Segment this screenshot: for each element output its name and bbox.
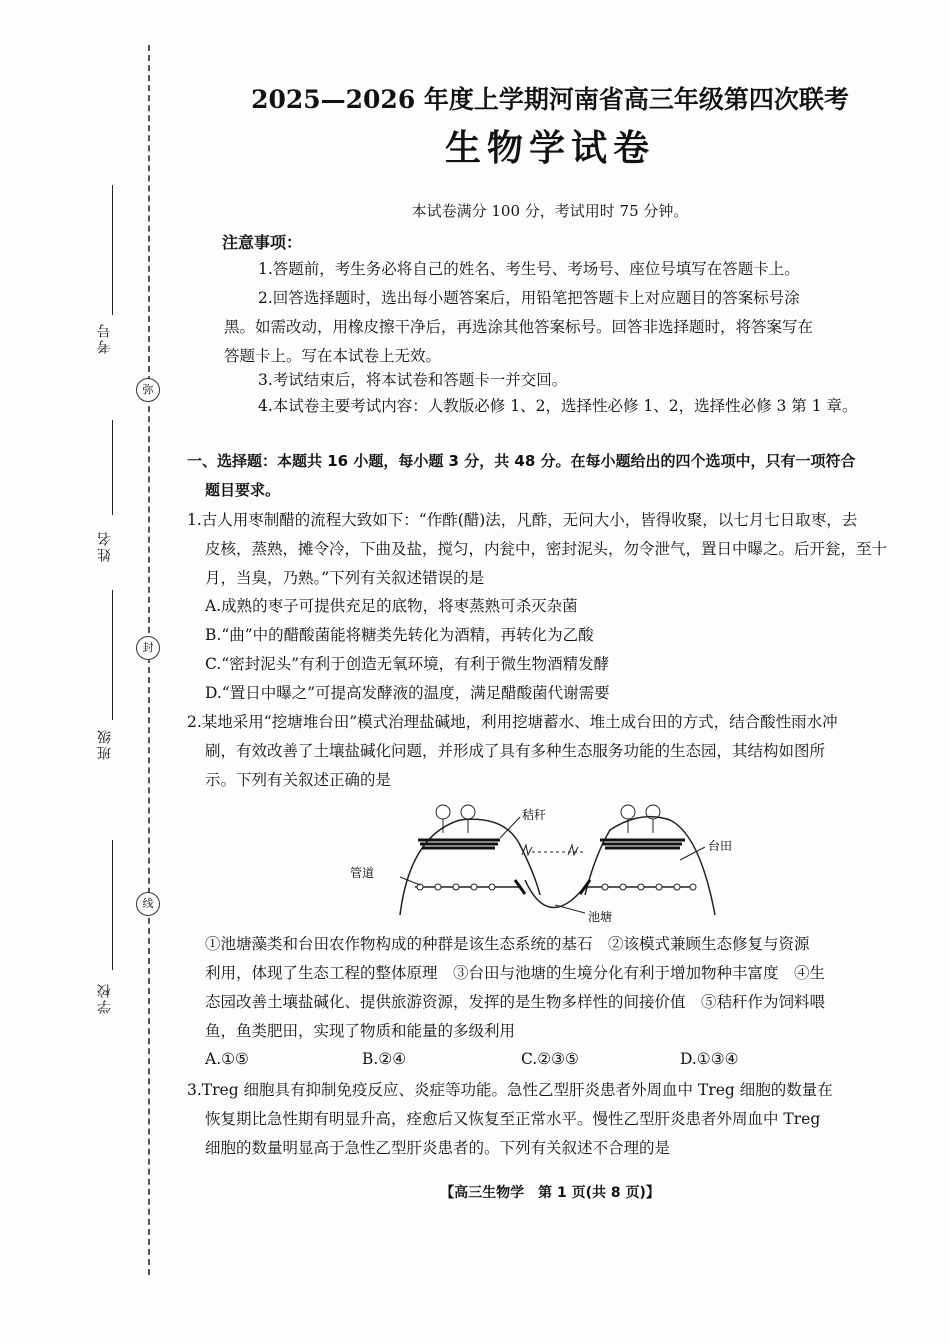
q1-stem-line3: 月，当臭，乃熟。”下列有关叙述错误的是: [205, 569, 485, 587]
q1-stem-line2: 皮核，蒸熟，摊令冷，下曲及盐，搅匀，内瓮中，密封泥头，勿令泄气，置日中曝之。后开瓮，至十: [205, 540, 888, 558]
pond-field-diagram: [340, 795, 760, 925]
right-straw-layer: [600, 840, 685, 848]
name-line: [112, 420, 113, 515]
q1-option-b: B.“曲”中的醋酸菌能将糖类先转化为酒精，再转化为乙酸: [205, 626, 594, 644]
figure-label-straw: 秸秆: [522, 808, 547, 822]
page-footer: 【高三生物学 第 1 页(共 8 页)】: [440, 1185, 660, 1201]
seal-feng: 封: [136, 636, 160, 660]
grass: [522, 845, 578, 855]
exam-title: 2025—2026 年度上学期河南省高三年级第四次联考: [251, 85, 849, 114]
notice-item-3: 3.考试结束后，将本试卷和答题卡一并交回。: [258, 371, 568, 389]
q2-stem-line1: 2.某地采用“挖塘堆台田”模式治理盐碱地，利用挖塘蓄水、堆土成台田的方式，结合酸性雨水冲: [187, 713, 838, 731]
q3-stem-line3: 细胞的数量明显高于急性乙型肝炎患者的。下列有关叙述不合理的是: [205, 1139, 671, 1157]
school-label: 学校: [97, 982, 113, 1014]
section-heading-cont: 题目要求。: [205, 481, 281, 499]
right-trees: [621, 805, 660, 833]
left-straw-layer: [418, 840, 500, 848]
notice-item-4: 4.本试卷主要考试内容：人教版必修 1、2，选择性必修 1、2，选择性必修 3 第 1 章。: [258, 397, 858, 415]
figure-label-field: 台田: [708, 839, 733, 853]
notice-item-2: 2.回答选择题时，选出每小题答案后，用铅笔把答题卡上对应题目的答案标号涂: [258, 289, 800, 307]
q1-stem-line1: 1.古人用枣制醋的流程大致如下：“作酢(醋)法，凡酢，无问大小，皆得收聚，以七月七日取枣，去: [187, 511, 858, 529]
q2-choice-b: B.②④: [362, 1050, 407, 1068]
notice-heading: 注意事项：: [222, 233, 303, 252]
q1-option-c: C.“密封泥头”有利于创造无氧环境，有利于微生物酒精发酵: [205, 655, 610, 673]
field-leader: [680, 847, 705, 860]
seal-mi: 弥: [136, 378, 160, 402]
class-label: 班级: [97, 728, 113, 760]
pond-leader: [555, 905, 585, 913]
school-line: [112, 840, 113, 970]
q2-choice-c: C.②③⑤: [521, 1050, 579, 1068]
q1-option-a: A.成熟的枣子可提供充足的底物，将枣蒸熟可杀灭杂菌: [205, 597, 578, 615]
right-field-outline: [585, 817, 715, 915]
left-field-outline: [400, 819, 540, 915]
subject-title: 生物学试卷: [444, 128, 655, 169]
figure-label-pond: 池塘: [588, 910, 613, 924]
notice-item-1: 1.答题前，考生务必将自己的姓名、考生号、考场号、座位号填写在答题卡上。: [258, 260, 800, 278]
figure-label-pipe: 管道: [350, 866, 375, 880]
straw-leader: [500, 817, 520, 838]
name-label: 姓名: [97, 530, 113, 562]
notice-item-2-end: 答题卡上。写在本试卷上无效。: [224, 347, 442, 365]
notice-item-2-cont: 黑。如需改动，用橡皮擦干净后，再选涂其他答案标号。回答非选择题时，将答案写在: [224, 318, 814, 336]
q2-choice-d: D.①③④: [680, 1050, 739, 1068]
binding-dashed-line: [148, 45, 150, 1275]
q2-stem-line2: 刷，有效改善了土壤盐碱化问题，并形成了具有多种生态服务功能的生态园，其结构如图所: [205, 742, 826, 760]
q3-stem-line2: 恢复期比急性期有明显升高，痊愈后又恢复至正常水平。慢性乙型肝炎患者外周血中 Treg: [205, 1110, 821, 1128]
exam-number-line: [112, 185, 113, 315]
seal-xian: 线: [136, 892, 160, 916]
exam-number-label: 考号: [97, 322, 113, 354]
q1-option-d: D.“置日中曝之”可提高发酵液的温度，满足醋酸菌代谢需要: [205, 684, 610, 702]
q2-statement-line2: 利用，体现了生态工程的整体原理 ③台田与池塘的生境分化有利于增加物种丰富度 ④生: [205, 964, 826, 982]
q2-choice-a: A.①⑤: [205, 1050, 249, 1068]
class-line: [112, 590, 113, 720]
q2-stem-line3: 示。下列有关叙述正确的是: [205, 771, 392, 789]
q2-statement-line1: ①池塘藻类和台田农作物构成的种群是该生态系统的基石 ②该模式兼顾生态修复与资源: [205, 935, 810, 953]
pipe-leader: [400, 877, 420, 885]
exam-intro: 本试卷满分 100 分，考试用时 75 分钟。: [411, 202, 689, 220]
q2-statement-line4: 鱼，鱼类肥田，实现了物质和能量的多级利用: [205, 1022, 516, 1040]
section-heading: 一、选择题：本题共 16 小题，每小题 3 分，共 48 分。在每小题给出的四个选项中，只有一项符合: [187, 452, 856, 470]
q2-statement-line3: 态园改善土壤盐碱化、提供旅游资源，发挥的是生物多样性的间接价值 ⑤秸秆作为饲料喂: [205, 993, 826, 1011]
q3-stem-line1: 3.Treg 细胞具有抑制免疫反应、炎症等功能。急性乙型肝炎患者外周血中 Treg 细胞的数量在: [187, 1081, 833, 1099]
